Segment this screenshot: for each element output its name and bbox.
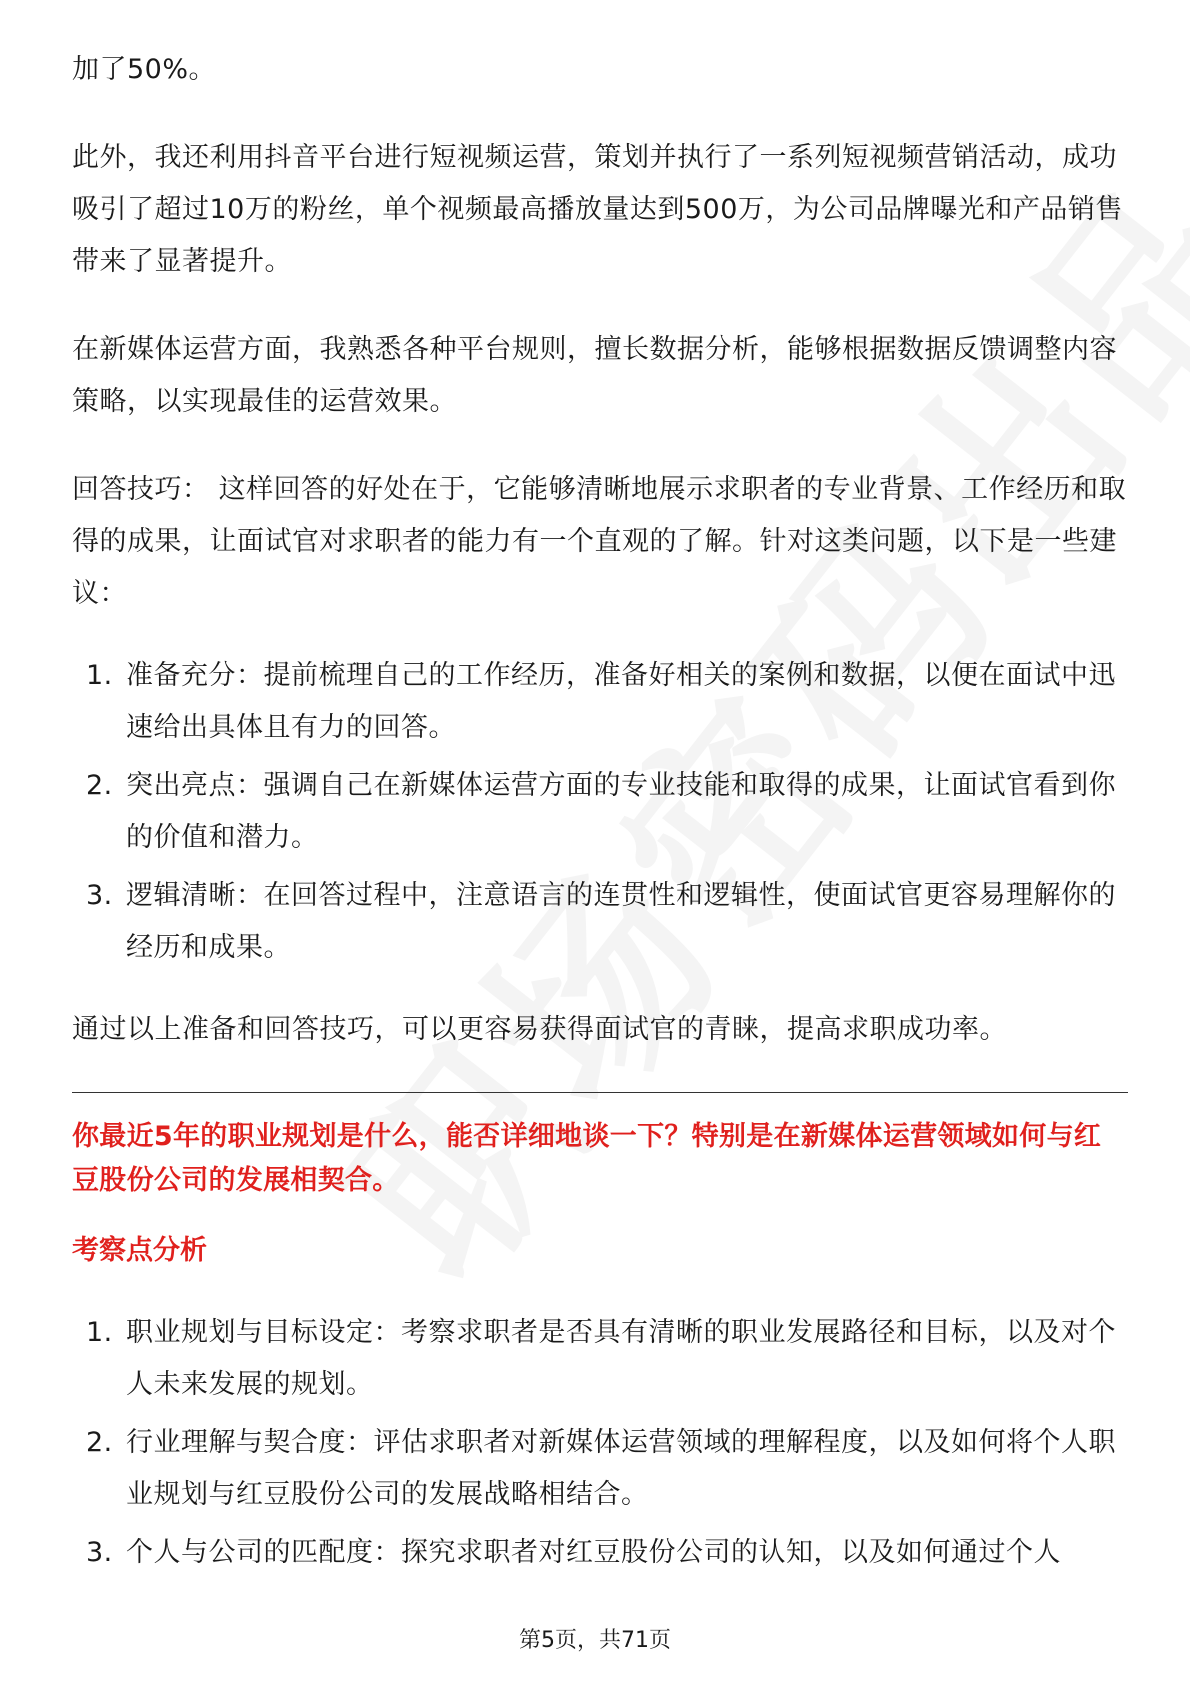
list-text: 行业理解与契合度：评估求职者对新媒体运营领域的理解程度，以及如何将个人职业规划与红豆股份公司的发展战略相结合。 xyxy=(126,1427,1116,1510)
paragraph-conclusion: 通过以上准备和回答技巧，可以更容易获得面试官的青睐，提高求职成功率。 xyxy=(72,1014,1007,1045)
paragraph-continuation: 加了50%。 xyxy=(72,54,217,85)
list-item xyxy=(72,1417,1128,1521)
interview-question: 你最近5年的职业规划是什么，能否详细地谈一下？特别是在新媒体运营领域如何与红豆股份公司的发展相契合。 xyxy=(72,1121,1102,1196)
page-footer: 第5页，共71页 xyxy=(519,1628,671,1653)
list-item xyxy=(72,1527,1128,1579)
list-item xyxy=(72,760,1128,864)
list-number: 1. xyxy=(86,1317,113,1348)
list-number: 3. xyxy=(86,1537,113,1568)
paragraph-douyin: 此外，我还利用抖音平台进行短视频运营，策划并执行了一系列短视频营销活动，成功吸引了超过10万的粉丝，单个视频最高播放量达到500万，为公司品牌曝光和产品销售带来了显著提升。 xyxy=(72,142,1123,277)
list-item xyxy=(72,870,1128,974)
page-content xyxy=(72,44,1128,1585)
list-text: 准备充分：提前梳理自己的工作经历，准备好相关的案例和数据，以便在面试中迅速给出具体且有力的回答。 xyxy=(126,660,1116,743)
paragraph-new-media: 在新媒体运营方面，我熟悉各种平台规则，擅长数据分析，能够根据数据反馈调整内容策略，以实现最佳的运营效果。 xyxy=(72,334,1117,417)
analysis-list xyxy=(72,1307,1128,1579)
list-text: 个人与公司的匹配度：探究求职者对红豆股份公司的认知，以及如何通过个人 xyxy=(126,1537,1061,1568)
list-item xyxy=(72,1307,1128,1411)
list-item xyxy=(72,650,1128,754)
list-text: 突出亮点：强调自己在新媒体运营方面的专业技能和取得的成果，让面试官看到你的价值和潜力。 xyxy=(126,770,1116,853)
list-number: 1. xyxy=(86,660,113,691)
list-number: 3. xyxy=(86,880,113,911)
section-divider xyxy=(72,1092,1128,1093)
list-number: 2. xyxy=(86,1427,113,1458)
tips-list xyxy=(72,650,1128,974)
list-number: 2. xyxy=(86,770,113,801)
paragraph-answer-tips: 回答技巧： 这样回答的好处在于，它能够清晰地展示求职者的专业背景、工作经历和取得的成果，让面试官对求职者的能力有一个直观的了解。针对这类问题，以下是一些建议： xyxy=(72,474,1127,609)
list-text: 逻辑清晰：在回答过程中，注意语言的连贯性和逻辑性，使面试官更容易理解你的经历和成果。 xyxy=(126,880,1116,963)
list-text: 职业规划与目标设定：考察求职者是否具有清晰的职业发展路径和目标，以及对个人未来发展的规划。 xyxy=(126,1317,1116,1400)
analysis-heading: 考察点分析 xyxy=(72,1235,207,1266)
